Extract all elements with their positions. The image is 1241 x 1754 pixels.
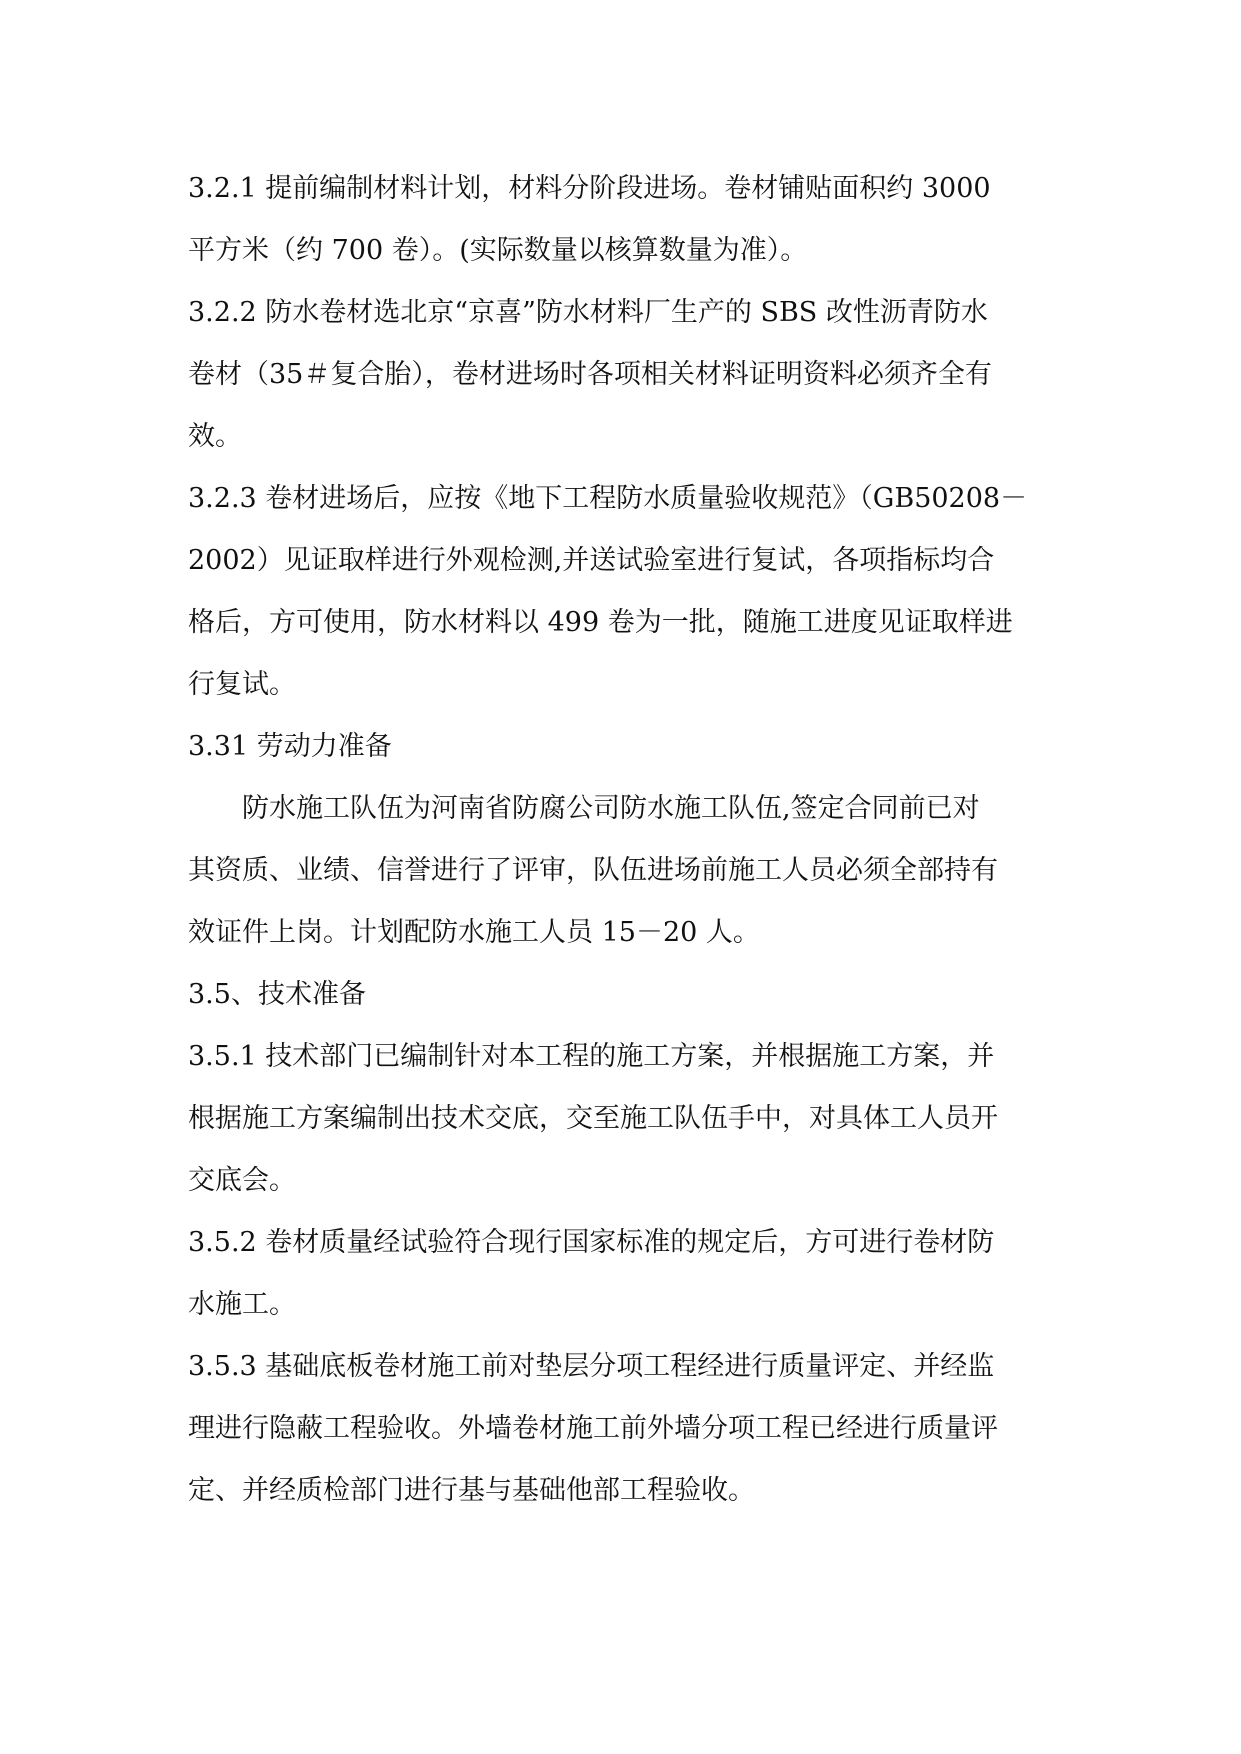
text-line: 其资质、业绩、信誉进行了评审，队伍进场前施工人员必须全部持有 [188,855,998,886]
text-line: 效。 [188,421,242,452]
text-line: 定、并经质检部门进行基与基础他部工程验收。 [188,1475,755,1506]
text-line: 3.5.2 卷材质量经试验符合现行国家标准的规定后，方可进行卷材防 [188,1227,995,1258]
text-line: 防水施工队伍为河南省防腐公司防水施工队伍,签定合同前已对 [242,793,980,824]
text-line: 理进行隐蔽工程验收。外墙卷材施工前外墙分项工程已经进行质量评 [188,1413,998,1444]
text-line: 3.5.1 技术部门已编制针对本工程的施工方案，并根据施工方案，并 [188,1041,995,1072]
paragraph-3-2-1 [188,158,1068,282]
text-line: 行复试。 [188,669,296,700]
paragraph-3-5 [188,964,1068,1026]
text-line: 效证件上岗。计划配防水施工人员 15－20 人。 [188,917,760,948]
text-line: 2002）见证取样进行外观检测,并送试验室进行复试，各项指标均合 [188,545,995,576]
text-line: 3.5.3 基础底板卷材施工前对垫层分项工程经进行质量评定、并经监 [188,1351,995,1382]
text-line: 3.2.2 防水卷材选北京“京喜”防水材料厂生产的 SBS 改性沥青防水 [188,297,988,328]
paragraph-3-5-1 [188,1026,1068,1212]
paragraph-3-2-3 [188,468,1068,716]
text-line: 卷材（35＃复合胎），卷材进场时各项相关材料证明资料必须齐全有 [188,359,992,390]
paragraph-3-5-2 [188,1212,1068,1336]
text-line: 3.2.3 卷材进场后，应按《地下工程防水质量验收规范》（GB50208－ [188,483,1028,514]
text-line: 格后，方可使用，防水材料以 499 卷为一批，随施工进度见证取样进 [188,607,1013,638]
text-line: 根据施工方案编制出技术交底，交至施工队伍手中，对具体工人员开 [188,1103,998,1134]
text-line: 3.31 劳动力准备 [188,731,392,762]
text-line: 平方米（约 700 卷）。(实际数量以核算数量为准）。 [188,235,808,266]
paragraph-3-5-3 [188,1336,1068,1522]
document-body [188,158,1068,1522]
text-line: 水施工。 [188,1289,296,1320]
text-line: 3.5、技术准备 [188,979,366,1010]
paragraph-3-31 [188,716,1068,778]
paragraph-3-2-2 [188,282,1068,468]
paragraph-labor [188,778,1068,964]
text-line: 交底会。 [188,1165,296,1196]
text-line: 3.2.1 提前编制材料计划，材料分阶段进场。卷材铺贴面积约 3000 [188,173,991,204]
